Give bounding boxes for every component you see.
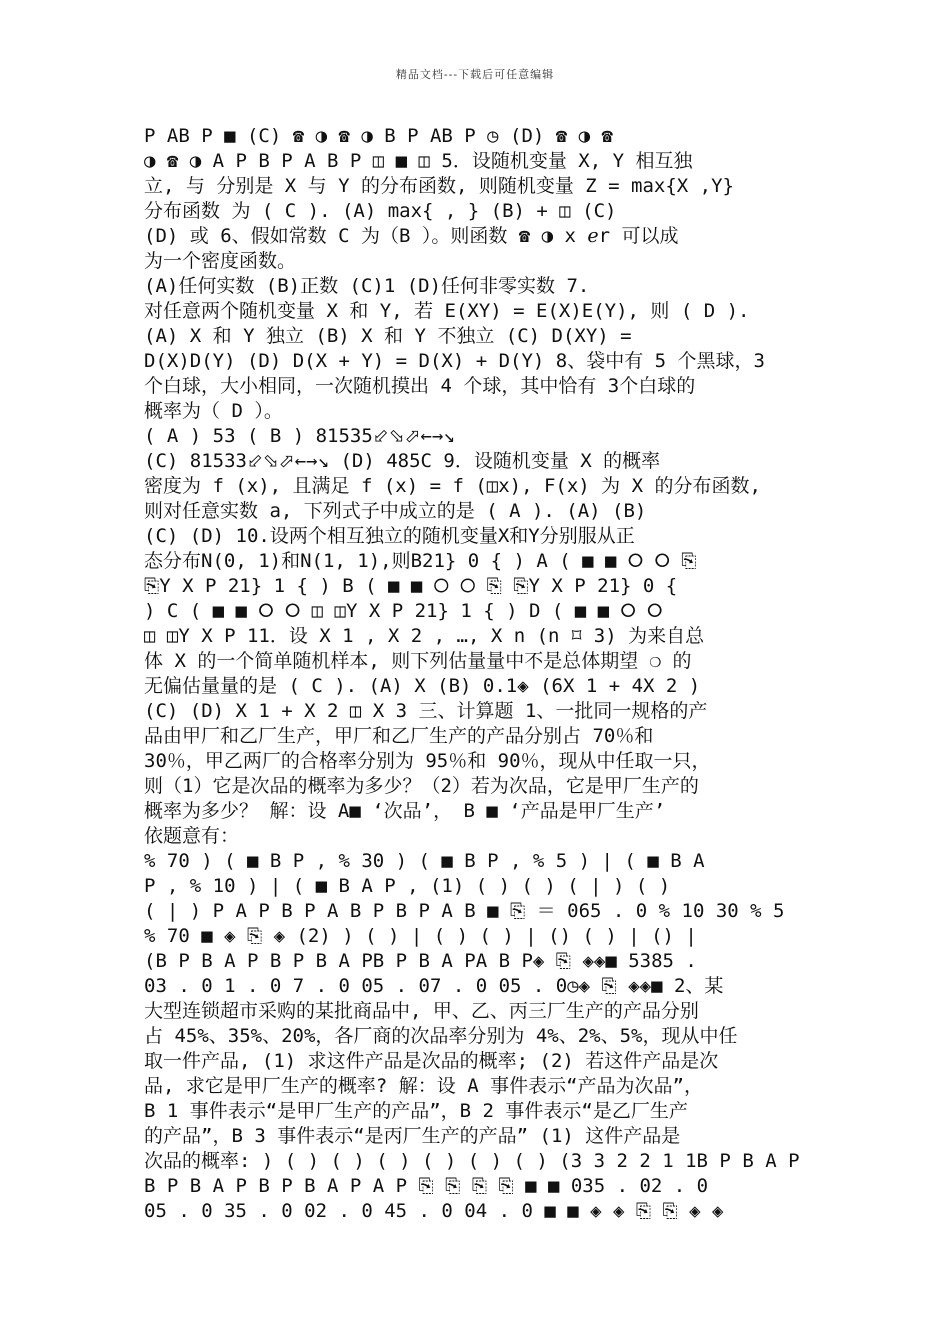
text-line: ◫ ◫Y X P 11．设 X 1 , X 2 , …, X n (n ⌑ 3) 为来自总 xyxy=(144,625,705,647)
text-line: % 70 ) ( ■ B P , % 30 ) ( ■ B P , % 5 ) | ( ■ B A xyxy=(144,850,705,872)
text-line: 无偏估量量的是 ( C ). (A) X (B) 0.1◈ (6X 1 + 4X 2 ) xyxy=(144,675,701,697)
text-line: 分布函数 为 ( C ). (A) max{ , } (B) + ◫ (C) xyxy=(144,200,617,222)
text-line: B P B A P B P B A P A P ⎘ ⎘ ⎘ ⎘ ■ ■ 035 . 02 . 0 xyxy=(144,1175,709,1197)
text-line: 个白球，大小相同，一次随机摸出 4 个球，其中恰有 3个白球的 xyxy=(144,375,696,397)
text-line: (B P B A P B P B A PB P B A PA B P◈ ⎘ ◈◈■ 5385 . xyxy=(144,950,697,972)
text-line: 密度为 f (x), 且满足 f (x) = f (◫x), F(x) 为 X 的分布函数, xyxy=(144,475,761,497)
text-line: 05 . 0 35 . 0 02 . 0 45 . 0 04 . 0 ■ ■ ◈ ◈ ⎘ ⎘ ◈ ◈ xyxy=(144,1200,724,1222)
text-line: ⎘Y X P 21} 1 { ) B ( ■ ■ ⭘ ⭘ ⎘ ⎘Y X P 21} 0 { xyxy=(144,575,678,597)
text-line: 对任意两个随机变量 X 和 Y, 若 E(XY) = E(X)E(Y), 则 ( D ). xyxy=(144,300,750,322)
text-line: P , % 10 ) | ( ■ B A P , (1) ( ) ( ) ( | ) ( ) xyxy=(144,875,671,897)
text-line: 则对任意实数 a, 下列式子中成立的是 ( A ). (A) (B) xyxy=(144,500,647,522)
text-line: ◑ ☎ ◑ A P B P A B P ◫ ■ ◫ 5．设随机变量 X, Y 相互独 xyxy=(144,150,693,172)
text-line: 取一件产品, (1) 求这件产品是次品的概率; (2) 若这件产品是次 xyxy=(144,1050,719,1072)
text-line: (C) (D) 10.设两个相互独立的随机变量X和Y分别服从正 xyxy=(144,525,635,547)
document-body xyxy=(144,124,812,1224)
text-line: B 1 事件表示“是甲厂生产的产品”，B 2 事件表示“是乙厂生产 xyxy=(144,1100,688,1122)
text-line: 立, 与 分别是 X 与 Y 的分布函数, 则随机变量 Z = max{X ,Y} xyxy=(144,175,734,197)
text-line: 30％，甲乙两厂的合格率分别为 95％和 90％，现从中任取一只， xyxy=(144,750,711,772)
text-line: P AB P ■ (C) ☎ ◑ ☎ ◑ B P AB P ◷ (D) ☎ ◑ ☎ xyxy=(144,125,613,147)
text-line: (A) X 和 Y 独立 (B) X 和 Y 不独立 (C) D(XY) = xyxy=(144,325,632,347)
text-line: 03 . 0 1 . 0 7 . 0 05 . 07 . 0 05 . 0◷◈ ⎘ ◈◈■ 2、某 xyxy=(144,975,724,997)
text-line: 概率为多少？ 解：设 A■ ‘次品’， B ■ ‘产品是甲厂生产’ xyxy=(144,800,666,822)
text-line: 占 45%、35%、20%，各厂商的次品率分别为 4%、2%、5%，现从中任 xyxy=(144,1025,738,1047)
text-line: 则（1）它是次品的概率为多少？（2）若为次品，它是甲厂生产的 xyxy=(144,775,699,797)
text-line: ( | ) P A P B P A B P B P A B ■ ⎘ ＝ 065 . 0 % 10 30 % 5 xyxy=(144,900,785,922)
text-line: % 70 ■ ◈ ⎘ ◈ (2) ) ( ) | ( ) ( ) | () ( ) | () | xyxy=(144,925,697,947)
text-line: D(X)D(Y) (D) D(X + Y) = D(X) + D(Y) 8、袋中有 5 个黑球，3 xyxy=(144,350,765,372)
text-line: 品由甲厂和乙厂生产，甲厂和乙厂生产的产品分别占 70％和 xyxy=(144,725,654,747)
text-line: 概率为（ D ）。 xyxy=(144,400,283,422)
text-line: 次品的概率: ) ( ) ( ) ( ) ( ) ( ) ( ) (3 3 2 2 1 1B P B A P xyxy=(144,1150,800,1172)
text-line: 体 X 的一个简单随机样本, 则下列估量量中不是总体期望 ❍ 的 xyxy=(144,650,692,672)
text-line: 大型连锁超市采购的某批商品中, 甲、乙、丙三厂生产的产品分别 xyxy=(144,1000,699,1022)
text-line: (A)任何实数 (B)正数 (C)1 (D)任何非零实数 7. xyxy=(144,275,590,297)
text-line: 品, 求它是甲厂生产的概率? 解：设 A 事件表示“产品为次品”， xyxy=(144,1075,703,1097)
page-header: 精品文档---下载后可任意编辑 xyxy=(395,68,555,81)
text-line: 依题意有： xyxy=(144,825,240,847)
text-line: (C) 81533⬃⬂⬀←→↘ (D) 485C 9．设随机变量 X 的概率 xyxy=(144,450,661,472)
text-line: (D) 或 6、假如常数 C 为（B ）。则函数 ☎ ◑ x ℯr 可以成 xyxy=(144,225,679,247)
text-line: 态分布N(0, 1)和N(1, 1),则B21} 0 { ) A ( ■ ■ ⭘ ⭘ ⎘ xyxy=(144,550,697,572)
text-line: 的产品”，B 3 事件表示“是丙厂生产的产品” (1) 这件产品是 xyxy=(144,1125,681,1147)
text-line: ) C ( ■ ■ ⭘ ⭘ ◫ ◫Y X P 21} 1 { ) D ( ■ ■ ⭘ ⭘ xyxy=(144,600,663,622)
text-line: 为一个密度函数。 xyxy=(144,250,297,272)
text-line: ( A ) 53 ( B ) 81535⬃⬂⬀←→↘ xyxy=(144,425,455,447)
text-line: (C) (D) X 1 + X 2 ◫ X 3 三、计算题 1、一批同一规格的产 xyxy=(144,700,708,722)
